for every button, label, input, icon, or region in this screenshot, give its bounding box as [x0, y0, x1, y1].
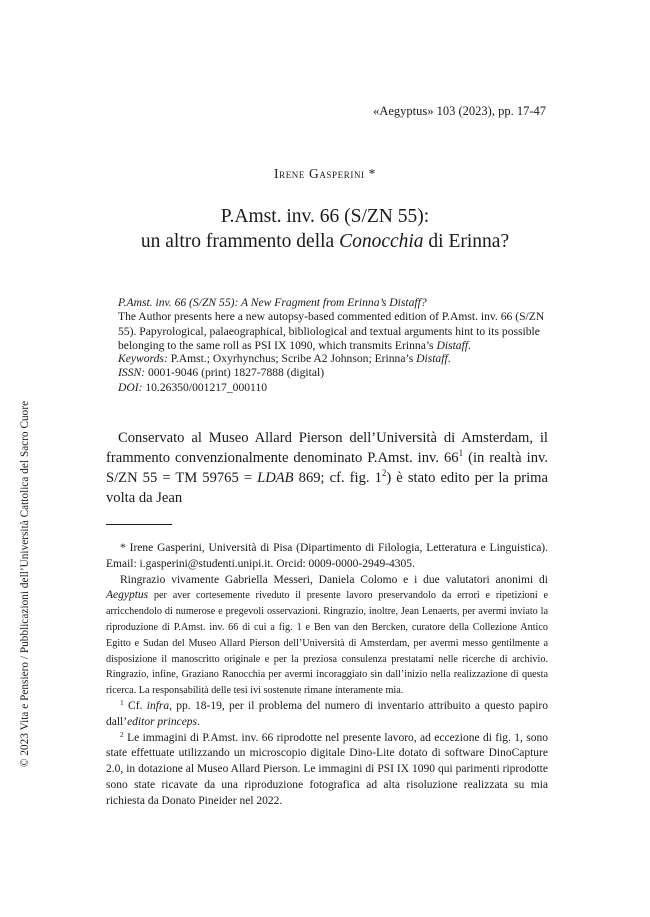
fn1-b: , pp. 18-19, per il problema del numero di inventario attribuito a questo papiro dall’: [106, 699, 549, 728]
paragraph-1: [106, 428, 548, 508]
fn1-italic-infra: infra: [146, 699, 170, 712]
keywords-text: P.Amst.; Oxyrhynchus; Scribe A2 Johnson; Erinna’s: [167, 352, 417, 365]
title-italic-conocchia: Conocchia: [339, 231, 424, 252]
abstract-text-italic: Distaff: [436, 339, 469, 353]
p1-italic-ldab: LDAB: [257, 470, 294, 486]
footnotes: [106, 541, 548, 810]
fn1-italic-editor: editor princeps: [127, 715, 198, 728]
abstract-title-text: P.Amst. inv. 66 (S/ZN 55): A New Fragment from Erinna’s Distaff?: [118, 296, 427, 309]
article-metadata: [118, 352, 548, 395]
keywords-italic: Distaff: [416, 352, 448, 365]
issn-text: 0001-9046 (print) 1827-7888 (digital): [145, 366, 325, 380]
abstract-text-main: The Author presents here a new autopsy-based commented edition of P.Amst. inv. 66 (S/ZN 55). Papyrological, palaeographical, bibliological and textual arguments hint to its possible belonging to the same roll as PSI IX 1090, which transmits Erinna’s: [118, 310, 545, 353]
footnote-author: * Irene Gasperini, Università di Pisa (Dipartimento di Filologia, Letteratura e Linguistica). Email: i.gasperini@studenti.unipi.it. Orcid: 0009-0000-2949-4305.: [106, 542, 548, 570]
footnote-ref-1[interactable]: 1: [458, 448, 464, 458]
footnote-1: [106, 699, 548, 731]
author-line: [0, 166, 650, 182]
footnote-separator: [106, 524, 172, 525]
abstract-text-end: .: [468, 339, 471, 353]
issn-line: [118, 366, 548, 380]
abstract-text: [118, 310, 548, 353]
footnote-1-number: 1: [120, 697, 124, 707]
fn1-c: .: [197, 715, 200, 728]
footnote-2: [106, 731, 548, 810]
keywords-label: Keywords:: [118, 352, 168, 365]
footnote-acknowledgements: [106, 573, 548, 699]
title-line-1: P.Amst. inv. 66 (S/ZN 55):: [220, 206, 430, 227]
running-head: «Aegyptus» 103 (2023), pp. 17-47: [373, 104, 546, 118]
keywords-end: .: [447, 352, 451, 365]
copyright-side-note: [18, 372, 36, 767]
footnote-ref-2[interactable]: 2: [381, 468, 387, 478]
ack-italic-aegyptus: Aegyptus: [106, 589, 149, 602]
copyright-text: © 2023 Vita e Pensiero / Pubblicazioni dell’Università Cattolica del Sacro Cuore: [19, 400, 31, 767]
p1-part-d: ) è stato edito per la prima volta da Jean: [106, 470, 548, 506]
p1-part-b: (in realtà inv. S/ZN 55 = TM 59765 =: [106, 450, 548, 486]
author-name: Irene Gasperini: [274, 166, 365, 181]
ack-rest: per aver cortesemente riveduto il presente lavoro preservandolo da errori e ripetizioni e arricchendolo di numerose e pregevoli osservazioni. Ringrazio, inoltre, Jean Lenaerts, per avermi inviato la riproduzione di P.Amst. inv. 66 di cui a fig. 1 e Ben van den Bercken, curatore della Collezione Antico Egitto e Sudan del Museo Allard Pierson dell’Università di Amsterdam, per avermi messo gentilmente a disposizione il manoscritto originale e per la preziosa consulenza prestatami nelle ricerche di archivio. Ringrazio, infine, Graziano Ranocchia per avermi incoraggiato sin dall’inizio nella realizzazione di questa ricerca. La responsabilità delle tesi ivi sostenute rimane interamente mia.: [106, 590, 548, 697]
title-line-2: [0, 229, 650, 254]
doi-text: 10.26350/001217_000110: [142, 380, 267, 394]
main-text: [106, 428, 548, 508]
title-line-2-end: di Erinna?: [423, 231, 510, 252]
fn1-a: Cf.: [123, 699, 147, 712]
ack-start: Ringrazio vivamente Gabriella Messeri, Daniela Colomo e i due valutatori anonimi di: [120, 573, 548, 586]
article-title: [0, 204, 650, 254]
abstract-english-title: [118, 296, 548, 310]
abstract: [118, 296, 548, 354]
keywords-line: [118, 352, 548, 366]
title-line-2-start: un altro frammento della: [140, 231, 340, 252]
doi-line: [118, 381, 548, 395]
fn2-text: Le immagini di P.Amst. inv. 66 riprodotte nel presente lavoro, ad eccezione di fig. 1, sono state effettuate utilizzando un microscopio digitale Dino-Lite dotato di software DinoCapture 2.0, in dotazione al Museo Allard Pierson. Le immagini di PSI IX 1090 qui parimenti riprodotte sono state ricavate da una riproduzione fotografica ad alta risoluzione realizzata su mia richiesta da Donato Pineider nel 2022.: [106, 731, 548, 807]
issn-label: ISSN:: [118, 366, 146, 380]
p1-part-a: Conservato al Museo Allard Pierson dell’Università di Amsterdam, il frammento convenzionalmente denominato P.Amst. inv. 66: [106, 430, 548, 466]
p1-part-c: 869; cf. fig. 1: [293, 470, 382, 486]
author-mark: *: [368, 166, 376, 181]
footnote-2-number: 2: [120, 729, 124, 739]
doi-label: DOI:: [118, 380, 143, 394]
